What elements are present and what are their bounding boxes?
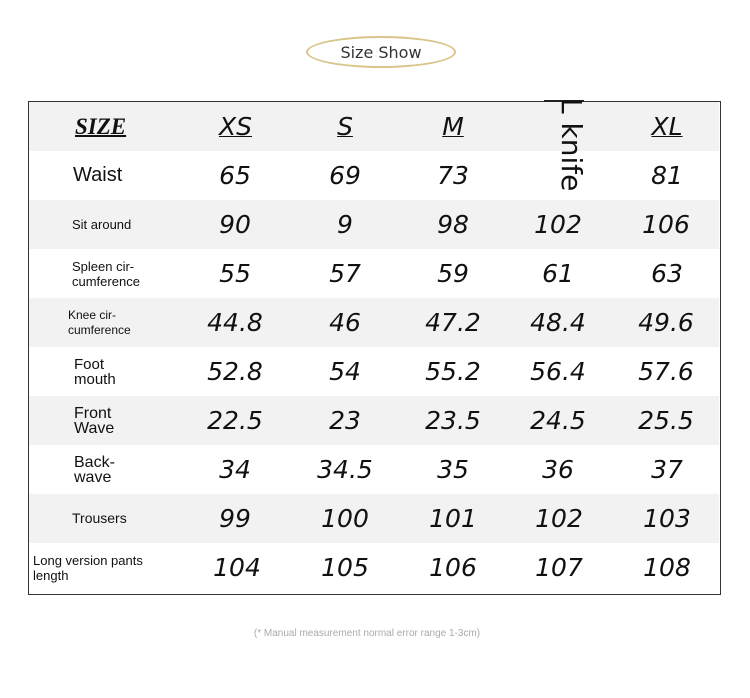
value-cell: 54: [329, 357, 361, 386]
size-header-label: SIZE: [75, 113, 127, 139]
value-cell: 55: [219, 259, 251, 288]
value-cell: 63: [651, 259, 683, 288]
value-cell: 104: [213, 553, 261, 582]
row-label-back-wave: Back- wave: [74, 453, 115, 486]
value-cell: 61: [542, 259, 574, 288]
value-cell: 55.2: [425, 357, 481, 386]
table-row-foot-mouth: [29, 347, 719, 396]
measurement-note: (* Manual measurement normal error range 1-3cm): [253, 628, 481, 639]
size-m-header: M: [442, 112, 464, 141]
value-cell: 47.2: [425, 308, 481, 337]
value-cell: 34: [219, 455, 251, 484]
value-cell: 37: [651, 455, 683, 484]
value-cell: 57: [329, 259, 361, 288]
value-cell: 102: [534, 210, 582, 239]
value-cell: 99: [219, 504, 251, 533]
value-cell: 36: [542, 455, 574, 484]
value-cell: 56.4: [530, 357, 586, 386]
value-cell: 35: [437, 455, 469, 484]
table-row-sit-around: [29, 200, 719, 249]
value-cell: 23.5: [425, 406, 481, 435]
row-label-foot-mouth: Foot mouth: [74, 355, 116, 388]
table-row-waist: [29, 151, 719, 200]
table-row-knee: [29, 298, 719, 347]
value-cell: 25.5: [638, 406, 694, 435]
value-cell: 106: [429, 553, 477, 582]
value-cell: 81: [651, 161, 683, 190]
value-cell: 48.4: [530, 308, 586, 337]
size-chart-table: [28, 98, 721, 595]
table-row-spleen: [29, 249, 719, 298]
value-cell: 49.6: [638, 308, 694, 337]
value-cell: 69: [329, 161, 361, 190]
row-label-long-version: Long version pants length: [33, 552, 143, 583]
value-cell: 106: [642, 210, 690, 239]
value-cell: 44.8: [207, 308, 263, 337]
value-cell: 100: [321, 504, 369, 533]
badge-title: Size Show: [340, 42, 422, 62]
row-label-sit-around: Sit around: [72, 217, 132, 232]
size-l-header-rotated: L knife: [555, 98, 588, 192]
table-row-long-version: [29, 543, 719, 592]
value-cell: 57.6: [638, 357, 694, 386]
row-label-waist: Waist: [73, 164, 123, 186]
value-cell: 105: [321, 553, 369, 582]
value-cell: 59: [437, 259, 469, 288]
table-row-front-wave: [29, 396, 719, 445]
row-label-spleen: Spleen cir- cumference: [72, 258, 140, 289]
size-xs-header: XS: [219, 112, 252, 141]
value-cell: 52.8: [207, 357, 263, 386]
value-cell: 107: [535, 553, 583, 582]
size-xl-header: XL: [651, 112, 683, 141]
row-label-trousers: Trousers: [72, 510, 127, 526]
table-row-trousers: [29, 494, 719, 543]
size-s-header: S: [337, 112, 353, 141]
value-cell: 98: [437, 210, 469, 239]
row-label-knee: Knee cir- cumference: [68, 307, 131, 337]
value-cell: 34.5: [317, 455, 373, 484]
value-cell: 73: [437, 161, 469, 190]
size-show-badge: [306, 36, 456, 68]
value-cell: 9: [337, 210, 353, 239]
row-label-front-wave: Front Wave: [74, 404, 115, 437]
value-cell: 90: [219, 210, 251, 239]
value-cell: 108: [643, 553, 691, 582]
value-cell: 22.5: [207, 406, 263, 435]
value-cell: 24.5: [530, 406, 586, 435]
header-row: [29, 102, 719, 151]
value-cell: 46: [329, 308, 361, 337]
table-row-back-wave: [29, 445, 719, 494]
value-cell: 23: [329, 406, 361, 435]
value-cell: 65: [219, 161, 251, 190]
value-cell: 102: [535, 504, 583, 533]
value-cell: 103: [643, 504, 691, 533]
value-cell: 101: [429, 504, 477, 533]
